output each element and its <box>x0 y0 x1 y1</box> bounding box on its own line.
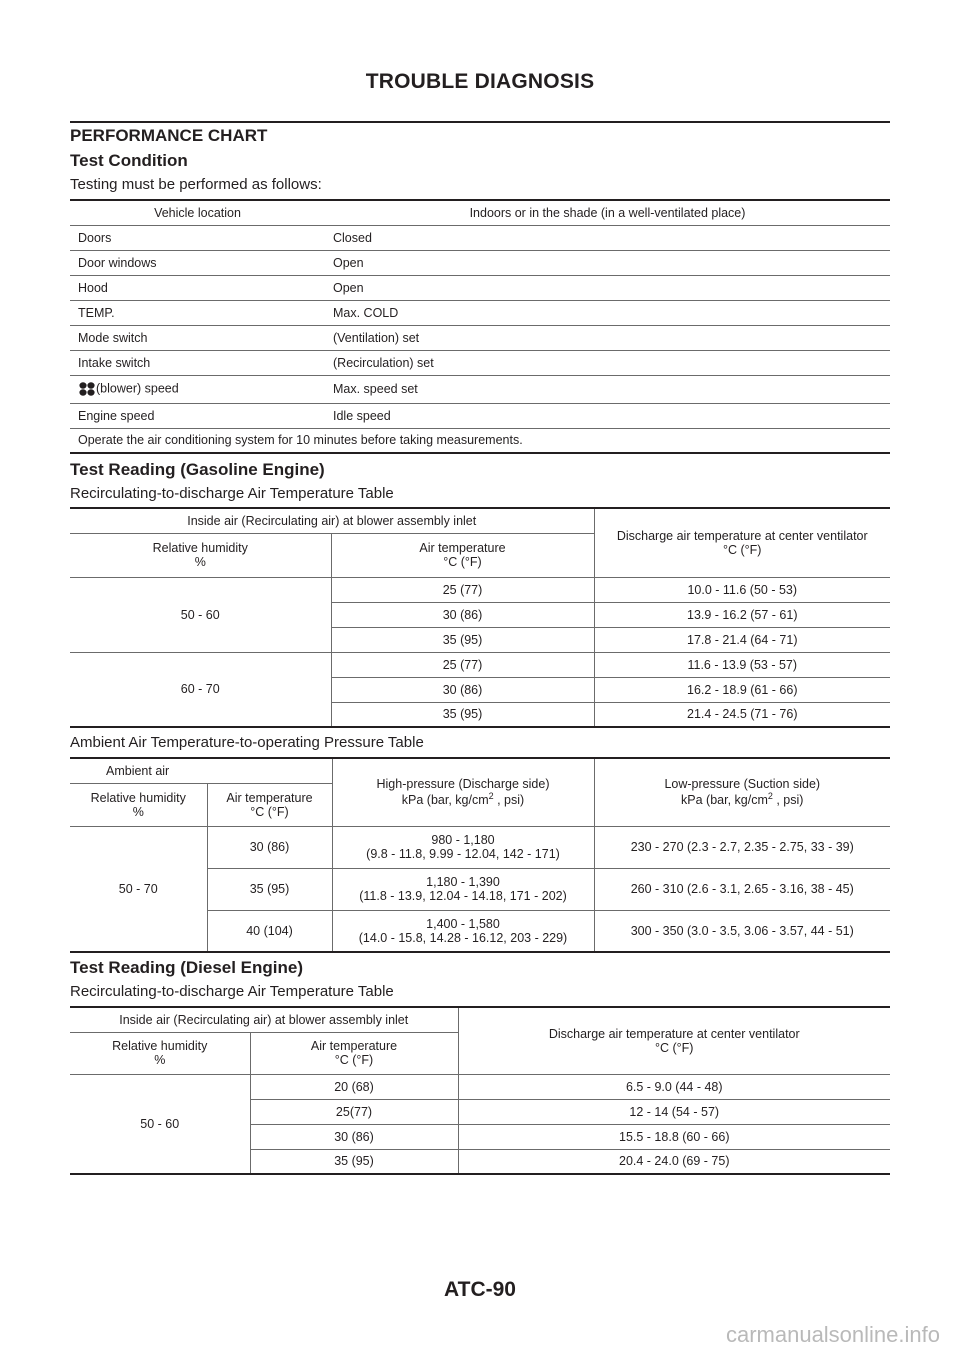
condition-value: (Ventilation) set <box>325 325 890 350</box>
condition-value: Open <box>325 275 890 300</box>
header-rh-line1: Relative humidity <box>112 1039 208 1053</box>
discharge-temp-cell: 13.9 - 16.2 (57 - 61) <box>594 602 890 627</box>
title-divider <box>70 121 890 123</box>
air-temp-cell: 35 (95) <box>207 868 332 910</box>
air-temp-cell: 30 (86) <box>207 826 332 868</box>
table-row <box>70 350 890 375</box>
air-temp-cell: 20 (68) <box>250 1074 458 1099</box>
air-temp-cell: 35 (95) <box>250 1149 458 1174</box>
condition-label: Hood <box>70 275 325 300</box>
air-temp-cell: 30 (86) <box>331 677 594 702</box>
table-row <box>70 758 890 783</box>
high-kpa: 980 - 1,180 <box>431 833 495 847</box>
section-title: PERFORMANCE CHART <box>70 126 268 145</box>
watermark: carmanualsonline.info <box>725 1322 940 1347</box>
test-condition-heading: Test Condition <box>70 151 188 170</box>
header-low-sup: 2 <box>767 791 773 802</box>
condition-value: (Recirculation) set <box>325 350 890 375</box>
discharge-temp-cell: 10.0 - 11.6 (50 - 53) <box>594 577 890 602</box>
gasoline-temp-caption: Recirculating-to-discharge Air Temperature Table <box>70 485 394 502</box>
header-discharge-line1: Discharge air temperature at center ventilator <box>616 528 868 543</box>
diesel-heading: Test Reading (Diesel Engine) <box>70 958 304 977</box>
table-row <box>70 250 890 275</box>
gasoline-temp-table <box>70 507 890 728</box>
condition-label: Door windows <box>70 250 325 275</box>
header-low-unit-tail: , psi) <box>772 793 804 808</box>
table-row <box>70 577 890 602</box>
header-air-temperature <box>331 533 594 577</box>
page-title: TROUBLE DIAGNOSIS <box>365 70 595 93</box>
table-row <box>70 652 890 677</box>
header-rh-line1: Relative humidity <box>152 541 248 555</box>
low-pressure-cell: 230 - 270 (2.3 - 2.7, 2.35 - 2.75, 33 - 39) <box>594 826 890 868</box>
header-high-pressure <box>332 758 594 826</box>
high-alt-units: (14.0 - 15.8, 14.28 - 16.12, 203 - 229) <box>358 930 568 945</box>
header-relative-humidity <box>70 533 331 577</box>
pressure-table <box>70 757 890 953</box>
air-temp-cell: 25 (77) <box>331 652 594 677</box>
header-at-line1: Air temperature <box>419 541 506 555</box>
condition-value: Indoors or in the shade (in a well-ventilated place) <box>325 200 890 225</box>
header-high-unit: kPa (bar, kg/cm <box>401 793 489 808</box>
header-discharge-temp <box>458 1007 890 1074</box>
high-pressure-cell <box>332 826 594 868</box>
header-low-unit: kPa (bar, kg/cm <box>681 793 768 808</box>
header-rh-line2: % <box>194 555 206 569</box>
condition-label-blower <box>70 375 325 403</box>
low-pressure-cell: 260 - 310 (2.6 - 3.1, 2.65 - 3.16, 38 - 45) <box>594 868 890 910</box>
high-pressure-cell <box>332 910 594 952</box>
header-at-line2: °C (°F) <box>334 1053 374 1067</box>
discharge-temp-cell: 17.8 - 21.4 (64 - 71) <box>594 627 890 652</box>
header-low-line1: Low-pressure (Suction side) <box>664 777 821 792</box>
table-row <box>70 200 890 225</box>
condition-label: Doors <box>70 225 325 250</box>
header-high-sup: 2 <box>488 791 494 802</box>
discharge-temp-cell: 15.5 - 18.8 (60 - 66) <box>458 1124 890 1149</box>
header-high-line2 <box>341 791 586 807</box>
header-rh-line2: % <box>132 804 144 819</box>
table-row <box>70 508 890 533</box>
table-row <box>70 225 890 250</box>
table-row <box>70 375 890 403</box>
high-alt-units: (9.8 - 11.8, 9.99 - 12.04, 142 - 171) <box>366 847 560 861</box>
air-temp-cell: 25(77) <box>250 1099 458 1124</box>
humidity-cell: 50 - 60 <box>70 577 331 652</box>
table-row <box>70 1007 890 1032</box>
condition-label: Engine speed <box>70 403 325 428</box>
header-air-temperature <box>250 1032 458 1074</box>
discharge-temp-cell: 11.6 - 13.9 (53 - 57) <box>594 652 890 677</box>
air-temp-cell: 35 (95) <box>331 702 594 727</box>
condition-label: Vehicle location <box>70 200 325 225</box>
air-temp-cell: 25 (77) <box>331 577 594 602</box>
table-row <box>70 275 890 300</box>
high-pressure-cell <box>332 868 594 910</box>
fan-icon <box>78 381 96 397</box>
header-high-unit-tail: , psi) <box>493 793 525 808</box>
high-kpa: 1,180 - 1,390 <box>426 875 500 889</box>
humidity-cell: 50 - 70 <box>70 826 207 952</box>
header-rh-line2: % <box>154 1053 166 1067</box>
header-inside-air: Inside air (Recirculating air) at blower assembly inlet <box>70 1007 458 1032</box>
high-kpa: 1,400 - 1,580 <box>426 916 500 931</box>
page-number: ATC-90 <box>444 1278 516 1301</box>
table-row <box>70 403 890 428</box>
header-relative-humidity <box>70 783 207 826</box>
discharge-temp-cell: 12 - 14 (54 - 57) <box>458 1099 890 1124</box>
table-row <box>70 826 890 868</box>
discharge-temp-cell: 6.5 - 9.0 (44 - 48) <box>458 1074 890 1099</box>
condition-value: Idle speed <box>325 403 890 428</box>
diesel-temp-caption: Recirculating-to-discharge Air Temperature Table <box>70 983 394 1000</box>
header-discharge-line1: Discharge air temperature at center ventilator <box>548 1026 800 1041</box>
condition-value: Max. COLD <box>325 300 890 325</box>
condition-value: Open <box>325 250 890 275</box>
air-temp-cell: 40 (104) <box>207 910 332 952</box>
header-relative-humidity <box>70 1032 250 1074</box>
header-discharge-line2: °C (°F) <box>655 1040 694 1055</box>
header-low-pressure <box>594 758 890 826</box>
header-at-line1: Air temperature <box>310 1039 398 1053</box>
table-row <box>70 1074 890 1099</box>
air-temp-cell: 30 (86) <box>331 602 594 627</box>
test-condition-intro: Testing must be performed as follows: <box>70 176 322 193</box>
condition-label: Intake switch <box>70 350 325 375</box>
header-at-line2: °C (°F) <box>250 804 289 819</box>
condition-value: Max. speed set <box>325 375 890 403</box>
condition-value: Closed <box>325 225 890 250</box>
header-at-line1: Air temperature <box>226 790 313 805</box>
discharge-temp-cell: 21.4 - 24.5 (71 - 76) <box>594 702 890 727</box>
humidity-cell: 60 - 70 <box>70 652 331 727</box>
blower-label: (blower) speed <box>96 381 179 396</box>
table-row <box>70 428 890 453</box>
header-rh-line1: Relative humidity <box>90 790 186 805</box>
test-condition-table <box>70 199 890 454</box>
discharge-temp-cell: 20.4 - 24.0 (69 - 75) <box>458 1149 890 1174</box>
air-temp-cell: 30 (86) <box>250 1124 458 1149</box>
condition-note: Operate the air conditioning system for 10 minutes before taking measurements. <box>70 428 890 453</box>
header-inside-air: Inside air (Recirculating air) at blower assembly inlet <box>70 508 594 533</box>
table-row <box>70 325 890 350</box>
header-air-temperature <box>207 783 332 826</box>
low-pressure-cell: 300 - 350 (3.0 - 3.5, 3.06 - 3.57, 44 - 51) <box>594 910 890 952</box>
header-low-line2 <box>603 791 883 807</box>
condition-label: TEMP. <box>70 300 325 325</box>
header-discharge-line2: °C (°F) <box>723 542 762 557</box>
header-at-line2: °C (°F) <box>443 555 482 569</box>
diesel-temp-table <box>70 1006 890 1175</box>
header-discharge-temp <box>594 508 890 577</box>
table-row <box>70 300 890 325</box>
discharge-temp-cell: 16.2 - 18.9 (61 - 66) <box>594 677 890 702</box>
humidity-cell: 50 - 60 <box>70 1074 250 1174</box>
condition-label: Mode switch <box>70 325 325 350</box>
air-temp-cell: 35 (95) <box>331 627 594 652</box>
high-alt-units: (11.8 - 13.9, 12.04 - 14.18, 171 - 202) <box>359 889 567 903</box>
pressure-table-caption: Ambient Air Temperature-to-operating Pressure Table <box>70 734 424 751</box>
header-ambient-air: Ambient air <box>70 758 332 783</box>
gasoline-heading: Test Reading (Gasoline Engine) <box>70 460 325 479</box>
header-high-line1: High-pressure (Discharge side) <box>376 777 550 792</box>
